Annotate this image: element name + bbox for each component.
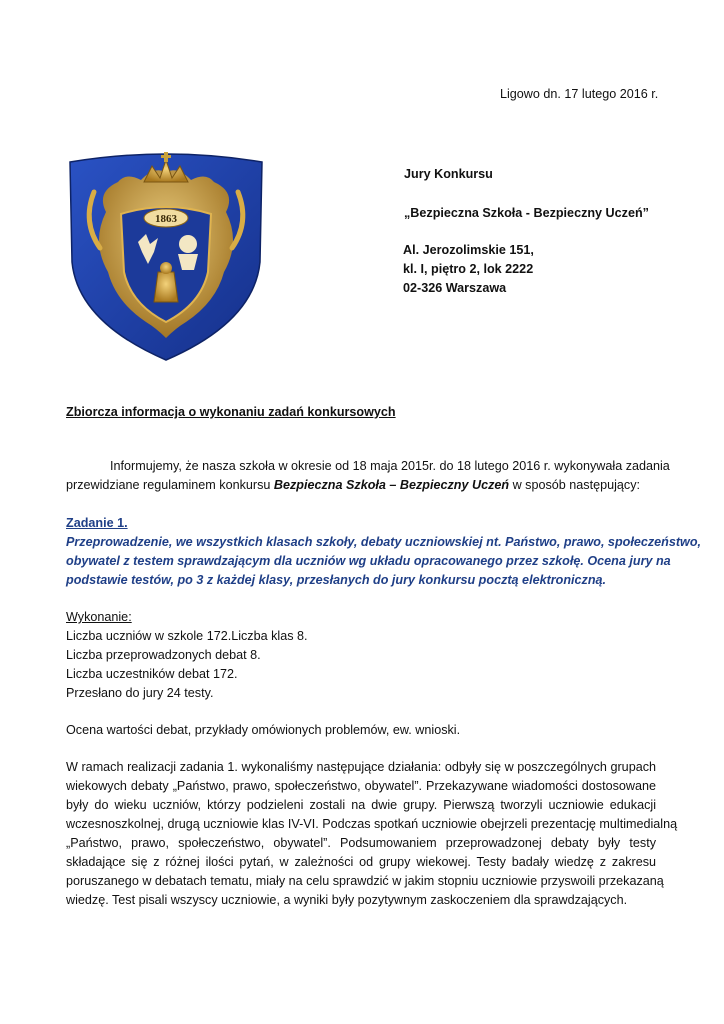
- evaluation-line: Ocena wartości debat, przykłady omówionych problemów, ew. wnioski.: [66, 723, 461, 737]
- intro-text-end: w sposób następujący:: [509, 478, 640, 492]
- intro-line-1: Informujemy, że nasza szkoła w okresie od 18 maja 2015r. do 18 lutego 2016 r. wykonywała zadania: [110, 459, 670, 473]
- task-title: Zadanie 1.: [66, 516, 128, 530]
- addressee-floor: kl. I, piętro 2, lok 2222: [403, 262, 534, 276]
- body-line: „Państwo, prawo, społeczeństwo, obywatel”. Podsumowaniem przeprowadzonej debaty były testy: [66, 836, 656, 850]
- body-line: były do wieku uczniów, którzy podzieleni zostali na dwie grupy. Pierwszą tworzyli uczniowie edukacji: [66, 798, 656, 812]
- addressee-competition: „Bezpieczna Szkoła - Bezpieczny Uczeń”: [404, 206, 649, 220]
- execution-label: Wykonanie:: [66, 610, 132, 624]
- document-heading: Zbiorcza informacja o wykonaniu zadań konkursowych: [66, 405, 396, 419]
- body-line: wiekowych debaty „Państwo, prawo, społeczeństwo, obywatel”. Przekazywane wiadomości dostosowane: [66, 779, 656, 793]
- task-line-1: Przeprowadzenie, we wszystkich klasach szkoły, debaty uczniowskiej nt. Państwo, prawo, społeczeństwo,: [66, 535, 702, 549]
- competition-name: Bezpieczna Szkoła – Bezpieczny Uczeń: [273, 478, 510, 492]
- intro-line-2: [66, 478, 640, 492]
- body-line: W ramach realizacji zadania 1. wykonaliśmy następujące działania: odbyły się w poszczególnych grupach: [66, 760, 656, 774]
- execution-item: Przesłano do jury 24 testy.: [66, 686, 214, 700]
- addressee-name: Jury Konkursu: [404, 167, 493, 181]
- crest-emblem-icon: [66, 152, 266, 364]
- body-line: wczesnoszkolnej, drugą uczniowie klas IV-VI. Podczas spotkań uczniowie obejrzeli prezentację multimedialną: [66, 817, 678, 831]
- task-line-3: podstawie testów, po 3 z każdej klasy, przesłanych do jury konkursu pocztą elektroniczną.: [66, 573, 607, 587]
- intro-text: przewidziane regulaminem konkursu: [66, 478, 274, 492]
- body-line: poruszanego w debatach tematu, miały na celu sprawdzić w jakim stopniu uczniowie przyswoili przekazaną: [66, 874, 664, 888]
- body-line-last: wiedzę. Test pisali wszyscy uczniowie, a wyniki były pozytywnym zaskoczeniem dla sprawdzających.: [66, 893, 628, 907]
- addressee-postcode: 02-326 Warszawa: [403, 281, 507, 295]
- execution-item: Liczba przeprowadzonych debat 8.: [66, 648, 261, 662]
- execution-item: Liczba uczniów w szkole 172.Liczba klas 8.: [66, 629, 308, 643]
- school-crest: [66, 152, 266, 364]
- task-line-2: obywatel z testem sprawdzającym dla uczniów wg układu opracowanego przez szkołę. Ocena jury na: [66, 554, 671, 568]
- letter-date: Ligowo dn. 17 lutego 2016 r.: [500, 87, 659, 101]
- addressee-street: Al. Jerozolimskie 151,: [403, 243, 534, 257]
- crest-year: 1863: [155, 213, 177, 225]
- execution-item: Liczba uczestników debat 172.: [66, 667, 238, 681]
- body-line: składające się z różnej ilości pytań, w zależności od grupy wiekowej. Testy badały wiedzę z zakresu: [66, 855, 656, 869]
